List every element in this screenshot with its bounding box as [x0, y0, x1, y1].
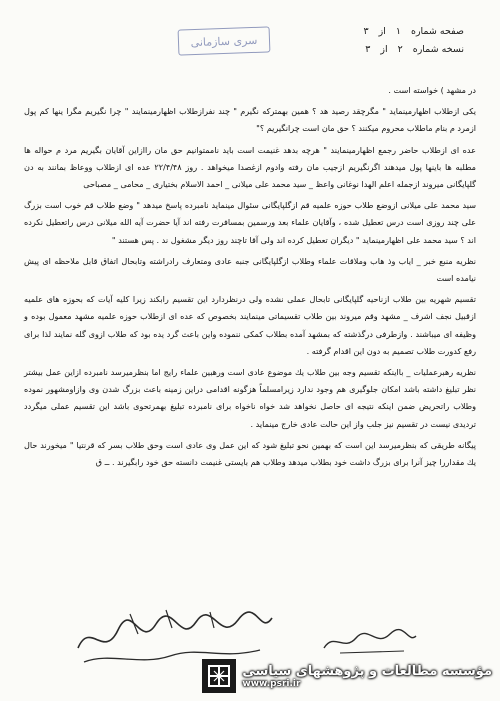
page-label: صفحه شماره	[410, 25, 464, 37]
document-body	[24, 82, 476, 475]
copy-label: نسخه شماره	[412, 43, 464, 55]
page-of-label: از	[378, 25, 386, 37]
paragraph: نظریه منبع خبر _ ایاب وذ هاب وملاقات علماء وطلاب ازگلپایگانی جنبه عادی ومتعارف رادراشته وتابحال اتفاق قابل ملاحظه ای پیش نیامده است	[24, 255, 476, 284]
paragraph: سید محمد علی میلانی ازوضع طلاب حوزه علمیه قم ازگلپایگانی سئوال مینماید نامبرده پاسخ میدهد " وضع طلاب قم خوب است بزرگ علی چند روزی است درس تعطیل شده ، وآقایان علماء بعد ورسمین بمسافرت رفته اند آیا حضرت آیه الله میلانی درس راتعطیل نکرده اند ؟ سید محمد علی اظهارمینماید " دیگران تعطیل کرده اند ولی آقا تاچند روز دیگر مشغول ند . پس هستند "	[24, 200, 476, 245]
paragraph: پیگانه طریقی که بنظرمیرسد این است که بهمین نحو تبلیغ شود که این عمل وی عادی است وحق طلاب بسر که قرنتیا " میخورند حال یك مقداررا چیز آنرا برای بزرگ داشت خود بطلاب میدهد وطلاب هم بایستی غنیمت دانسته حق خود رابگیرند . ــ ق	[24, 439, 476, 468]
handwritten-initials	[320, 626, 420, 656]
watermark	[202, 659, 492, 693]
watermark-url: www.psri.ir	[242, 678, 301, 689]
copy-of-label: از	[380, 43, 388, 55]
classification-stamp: سری سازمانی	[178, 26, 271, 55]
paragraph: تقسیم شهریه بین طلاب ازناحیه گلپایگانی تابحال عملی نشده ولی درنظردارد این تقسیم رابکند زیرا کلیه آیات که بحوزه های علمیه ازقبیل نجف اشرف _ مشهد وقم میروند بین طلاب تقسیماتی مینمایند بخصوص که عده ای ازطلاب حوزه علمیه مشهد معمول بوده و وظیفه ای میباشند . وازطرفی درگذشته که بمشهد آمده بطلاب کمکی ننموده واین باعث گرد یده بود که طلاب ازوی گله نمایند لذا برای رفع کدورت طلاب تصمیم به دون این اقدام گرفته .	[24, 294, 476, 356]
watermark-text	[242, 664, 492, 689]
paragraph: نظریه رهبرعملیات _ بااینکه تقسیم وجه بین طلاب یك موضوع عادی است ورهبین علماء رایج اما بنظرمیرسد نامبرده ازاین عمل بیشتر نظر تبلیغ داشته باشد امکان جلوگیری هم وجود ندارد زیرامسلماً هزگونه اقدامی دراین زمینه باعث بزرگ شدن وی وازاومشهور نموده وطلاب راتحریض ضمن اینکه نتیجه ای حاصل نخواهد شد خواه ناخواه برای نامبرده تبلیغ بهمرتحوی باشد این تقسیم عملی میگردد تردیدی نیست در تقسیم نیز جلب واز این حالت عادی خارج مینماید .	[24, 367, 476, 429]
institute-logo-icon	[202, 659, 236, 693]
paragraph: عده ای ازطلاب حاضر رجمع اظهارمینمایند " هرچه بدهد غنیمت است باید ناممتوانیم حق مان راازاین آقایان بگیریم مرد م حواله ها مطلبه ها باینها پول میدهند اگرنگیریم ازجیب مان رفته وادوم ازغصدا میخواهد . روز ۲۲/۴/۴۸ عده ای ازطلاب ووعاظ بمانند به دن گلپایگانی میروند ازجمله اعلم الهدا نوغانی واعظ _ سید محمد علی میلانی _ احمد الاسلام بختیاری _ محامی _ مصباحی	[24, 144, 476, 190]
page-total: ۳	[363, 25, 369, 37]
copy-number: ۲	[397, 43, 403, 55]
watermark-org-name: مؤسسه مطالعات و پژوهشهای سیاسی	[242, 663, 492, 679]
copy-total: ۳	[365, 43, 371, 55]
paragraph: یکی ازطلاب اظهارمینماید " مگرچقد رصید هد ؟ همین بهمترکه نگیرم " چند نفرازطلاب اظهارمینمایند " چرا نگیریم مگرا ینها کم پول ازمرد م بنام ماطلاب محروم میکنند ؟ حق مان است چرانگیریم ؟"	[24, 106, 476, 134]
page-number: ۱	[395, 25, 401, 37]
paragraph: در مشهد ) خواسته است .	[388, 85, 476, 95]
